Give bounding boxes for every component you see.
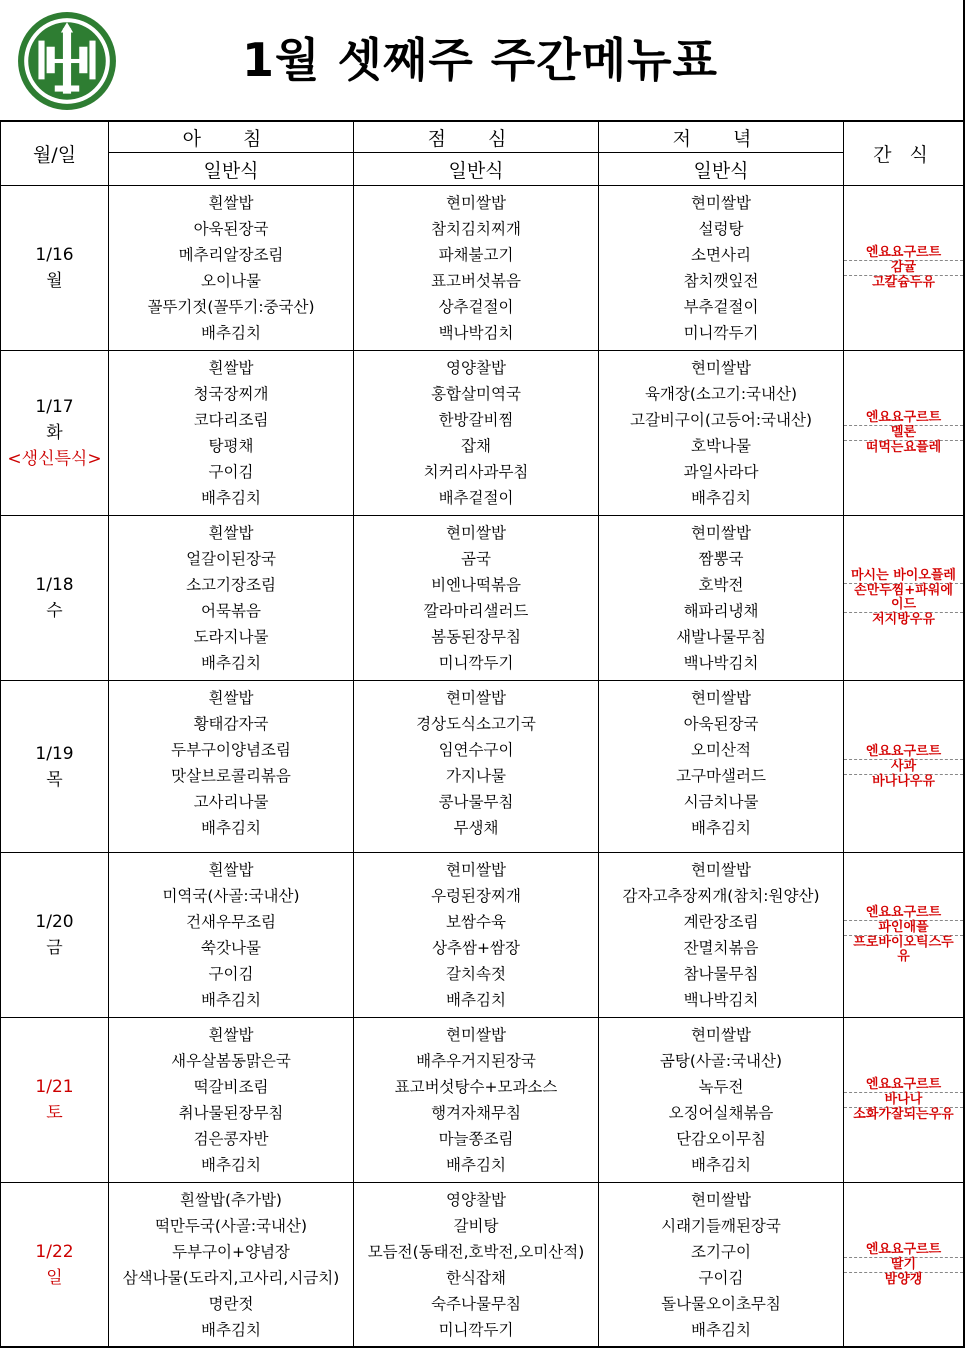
dinner-cell bbox=[599, 516, 844, 681]
dinner-cell bbox=[599, 853, 844, 1018]
menu-item: 배추김치 bbox=[201, 819, 261, 837]
snack-cell bbox=[844, 681, 964, 853]
day-cell bbox=[1, 681, 109, 853]
menu-item: 건새우무조림 bbox=[186, 913, 276, 931]
snack-item: 떠먹는요플레 bbox=[865, 440, 942, 455]
menu-item: 현미쌀밥 bbox=[691, 1026, 751, 1044]
menu-item: 영양찰밥 bbox=[446, 1191, 506, 1209]
menu-item: 흰쌀밥 bbox=[208, 1026, 254, 1044]
menu-item: 얼갈이된장국 bbox=[186, 550, 276, 568]
menu-item: 현미쌀밥 bbox=[691, 524, 751, 542]
menu-item: 백나박김치 bbox=[683, 654, 759, 672]
dinner-cell bbox=[599, 351, 844, 516]
menu-item: 배추김치 bbox=[691, 1321, 751, 1339]
day-weekday: 금 bbox=[46, 938, 63, 958]
snack-item: 엔요요구르트 bbox=[844, 246, 963, 261]
menu-item: 미니깍두기 bbox=[683, 324, 759, 342]
snack-item: 바나나 bbox=[844, 1093, 963, 1108]
menu-item: 현미쌀밥 bbox=[691, 359, 751, 377]
menu-item: 과일사라다 bbox=[683, 463, 759, 481]
day-cell bbox=[1, 1183, 109, 1348]
dinner-cell bbox=[599, 681, 844, 853]
menu-item: 계란장조림 bbox=[683, 913, 759, 931]
menu-item: 해파리냉채 bbox=[683, 602, 759, 620]
menu-item: 곰탕(사골:국내산) bbox=[659, 1052, 783, 1070]
menu-item: 미니깍두기 bbox=[438, 1321, 514, 1339]
menu-item: 배추김치 bbox=[691, 1156, 751, 1174]
lunch-cell bbox=[354, 1018, 599, 1183]
menu-item: 흰쌀밥 bbox=[208, 861, 254, 879]
menu-item: 시금치나물 bbox=[683, 793, 759, 811]
menu-item: 배추김치 bbox=[201, 324, 261, 342]
menu-item: 구이김 bbox=[208, 463, 254, 481]
menu-item: 배추김치 bbox=[691, 819, 751, 837]
snack-item: 손만두찜+파워에이드 bbox=[844, 584, 963, 613]
day-cell bbox=[1, 1018, 109, 1183]
menu-item: 짬뽕국 bbox=[698, 550, 744, 568]
menu-item: 명란젓 bbox=[208, 1295, 254, 1313]
day-date: 1/19 bbox=[35, 743, 74, 764]
menu-item: 봄동된장무침 bbox=[431, 628, 521, 646]
breakfast-cell bbox=[109, 1018, 354, 1183]
menu-item: 배추김치 bbox=[201, 489, 261, 507]
lunch-cell bbox=[354, 1183, 599, 1348]
snack-item: 사과 bbox=[844, 760, 963, 775]
snack-item: 파인애플 bbox=[844, 921, 963, 936]
weekly-menu-table bbox=[0, 120, 964, 1348]
menu-item: 현미쌀밥 bbox=[446, 194, 506, 212]
breakfast-cell bbox=[109, 681, 354, 853]
lunch-cell bbox=[354, 351, 599, 516]
breakfast-cell bbox=[109, 186, 354, 351]
dinner-cell bbox=[599, 1183, 844, 1348]
menu-item: 취나물된장무침 bbox=[178, 1104, 284, 1122]
snack-item: 멜론 bbox=[844, 426, 963, 441]
menu-item: 오미산적 bbox=[691, 741, 751, 759]
menu-item: 비엔나떡볶음 bbox=[431, 576, 521, 594]
menu-item: 마늘쫑조림 bbox=[438, 1130, 514, 1148]
menu-item: 시래기들깨된장국 bbox=[661, 1217, 781, 1235]
menu-item: 아욱된장국 bbox=[683, 715, 759, 733]
snack-cell bbox=[844, 516, 964, 681]
snack-item: 고칼슘두유 bbox=[872, 275, 935, 290]
day-weekday: 월 bbox=[46, 271, 63, 291]
menu-item: 보쌈수육 bbox=[446, 913, 506, 931]
menu-item: 검은콩자반 bbox=[193, 1130, 269, 1148]
menu-item: 코다리조림 bbox=[193, 411, 269, 429]
menu-item: 무생채 bbox=[453, 819, 499, 837]
page-title: 1월 셋째주 주간메뉴표 bbox=[242, 33, 718, 87]
menu-item: 구이김 bbox=[698, 1269, 744, 1287]
menu-item: 녹두전 bbox=[698, 1078, 744, 1096]
menu-item: 설렁탕 bbox=[698, 220, 744, 238]
menu-item: 쑥갓나물 bbox=[201, 939, 261, 957]
day-row bbox=[1, 186, 964, 351]
day-row bbox=[1, 681, 964, 853]
menu-item: 단감오이무침 bbox=[676, 1130, 766, 1148]
lunch-cell bbox=[354, 186, 599, 351]
menu-item: 맛살브로콜리볶음 bbox=[171, 767, 291, 785]
day-weekday: 토 bbox=[46, 1103, 63, 1123]
day-date: 1/18 bbox=[35, 575, 74, 595]
header-date: 월/일 bbox=[1, 121, 109, 186]
menu-item: 떡만두국(사골:국내산) bbox=[154, 1217, 308, 1235]
snack-cell bbox=[844, 351, 964, 516]
menu-item: 우렁된장찌개 bbox=[431, 887, 521, 905]
menu-item: 감자고추장찌개(참치:원양산) bbox=[622, 887, 820, 905]
menu-item: 홍합살미역국 bbox=[431, 385, 521, 403]
snack-cell bbox=[844, 1183, 964, 1348]
snack-item: 엔요요구르트 bbox=[844, 411, 963, 426]
header-snack: 간 식 bbox=[844, 121, 964, 186]
menu-item: 호박나물 bbox=[691, 437, 751, 455]
snack-item: 바나나우유 bbox=[872, 773, 935, 789]
day-date: 1/20 bbox=[35, 912, 74, 932]
menu-item: 배추김치 bbox=[201, 1321, 261, 1339]
menu-item: 갈치속젓 bbox=[446, 965, 506, 983]
day-weekday: 목 bbox=[46, 769, 63, 790]
menu-item: 콩나물무침 bbox=[438, 793, 514, 811]
menu-item: 두부구이양념조림 bbox=[171, 741, 291, 759]
day-weekday: 화 bbox=[46, 423, 63, 443]
menu-item: 가지나물 bbox=[446, 767, 506, 785]
menu-item: 현미쌀밥 bbox=[691, 689, 751, 707]
header-breakfast-general: 일반식 bbox=[109, 153, 354, 186]
menu-item: 탕평채 bbox=[208, 437, 254, 455]
menu-item: 소고기장조림 bbox=[186, 576, 276, 594]
menu-item: 갈비탕 bbox=[453, 1217, 499, 1235]
menu-item: 표고버섯탕수+모과소스 bbox=[394, 1078, 558, 1096]
menu-item: 한방갈비찜 bbox=[438, 411, 514, 429]
menu-item: 새발나물무침 bbox=[676, 628, 766, 646]
menu-item: 오징어실채볶음 bbox=[668, 1104, 774, 1122]
menu-item: 고사리나물 bbox=[193, 793, 269, 811]
menu-item: 잔멸치볶음 bbox=[683, 939, 759, 957]
menu-item: 한식잡채 bbox=[446, 1269, 506, 1287]
day-date: 1/22 bbox=[35, 1242, 74, 1262]
menu-item: 배추김치 bbox=[201, 654, 261, 672]
menu-item: 미역국(사골:국내산) bbox=[162, 887, 300, 905]
day-row bbox=[1, 853, 964, 1018]
breakfast-cell bbox=[109, 351, 354, 516]
menu-item: 황태감자국 bbox=[193, 715, 269, 733]
menu-item: 영양찰밥 bbox=[446, 359, 506, 377]
menu-item: 현미쌀밥 bbox=[446, 689, 506, 707]
menu-item: 현미쌀밥 bbox=[446, 1026, 506, 1044]
menu-item: 배추김치 bbox=[691, 489, 751, 507]
menu-item: 꼴뚜기젓(꼴뚜기:중국산) bbox=[147, 298, 315, 316]
day-row bbox=[1, 1183, 964, 1348]
menu-item: 참나물무침 bbox=[683, 965, 759, 983]
menu-item: 흰쌀밥 bbox=[208, 194, 254, 212]
menu-item: 경상도식소고기국 bbox=[416, 715, 536, 733]
menu-item: 흰쌀밥(추가밥) bbox=[180, 1191, 282, 1209]
snack-item: 마시는 바이오플레 bbox=[844, 569, 963, 584]
menu-item: 백나박김치 bbox=[683, 991, 759, 1009]
snack-cell bbox=[844, 853, 964, 1018]
header-dinner-general: 일반식 bbox=[599, 153, 844, 186]
menu-item: 파채불고기 bbox=[438, 246, 514, 264]
snack-cell bbox=[844, 1018, 964, 1183]
menu-item: 현미쌀밥 bbox=[691, 861, 751, 879]
snack-item: 엔요요구르트 bbox=[844, 1243, 963, 1258]
day-weekday: 일 bbox=[46, 1268, 63, 1288]
menu-item: 새우살봄동맑은국 bbox=[171, 1052, 291, 1070]
menu-item: 떡갈비조림 bbox=[193, 1078, 269, 1096]
dinner-cell bbox=[599, 1018, 844, 1183]
menu-item: 메추리알장조림 bbox=[178, 246, 284, 264]
menu-item: 모듬전(동태전,호박전,오미산적) bbox=[367, 1243, 585, 1261]
menu-item: 참치김치찌개 bbox=[431, 220, 521, 238]
menu-item: 소면사리 bbox=[691, 246, 751, 264]
menu-item: 배추우거지된장국 bbox=[416, 1052, 536, 1070]
header-lunch: 점 심 bbox=[354, 121, 599, 153]
menu-item: 도라지나물 bbox=[193, 628, 269, 646]
menu-item: 곰국 bbox=[461, 550, 491, 568]
header-breakfast: 아 침 bbox=[109, 121, 354, 153]
menu-item: 상추쌈+쌈장 bbox=[432, 939, 520, 957]
breakfast-cell bbox=[109, 853, 354, 1018]
day-cell bbox=[1, 186, 109, 351]
day-note: <생신특식> bbox=[7, 449, 102, 469]
menu-item: 현미쌀밥 bbox=[691, 1191, 751, 1209]
snack-item: 감귤 bbox=[844, 261, 963, 276]
menu-item: 삼색나물(도라지,고사리,시금치) bbox=[122, 1269, 340, 1287]
menu-item: 현미쌀밥 bbox=[446, 524, 506, 542]
menu-item: 흰쌀밥 bbox=[208, 524, 254, 542]
menu-item: 배추김치 bbox=[446, 1156, 506, 1174]
menu-item: 고갈비구이(고등어:국내산) bbox=[629, 411, 813, 429]
menu-item: 배추김치 bbox=[446, 991, 506, 1009]
day-row bbox=[1, 516, 964, 681]
menu-item: 현미쌀밥 bbox=[691, 194, 751, 212]
day-cell bbox=[1, 853, 109, 1018]
lunch-cell bbox=[354, 681, 599, 853]
menu-item: 오이나물 bbox=[201, 272, 261, 290]
menu-item: 돌나물오이초무침 bbox=[661, 1295, 781, 1313]
menu-item: 아욱된장국 bbox=[193, 220, 269, 238]
breakfast-cell bbox=[109, 516, 354, 681]
menu-item: 흰쌀밥 bbox=[208, 689, 254, 707]
menu-item: 상추겉절이 bbox=[438, 298, 514, 316]
menu-item: 표고버섯볶음 bbox=[431, 272, 521, 290]
menu-item: 배추김치 bbox=[201, 991, 261, 1009]
menu-item: 잡채 bbox=[461, 437, 491, 455]
header-dinner: 저 녁 bbox=[599, 121, 844, 153]
day-cell bbox=[1, 351, 109, 516]
menu-item: 숙주나물무침 bbox=[431, 1295, 521, 1313]
snack-item: 엔요요구르트 bbox=[844, 745, 963, 760]
menu-item: 어묵볶음 bbox=[201, 602, 261, 620]
menu-item: 치커리사과무침 bbox=[423, 463, 529, 481]
menu-item: 청국장찌개 bbox=[193, 385, 269, 403]
menu-item: 미니깍두기 bbox=[438, 654, 514, 672]
lunch-cell bbox=[354, 516, 599, 681]
snack-item: 소화가잘되는우유 bbox=[853, 1107, 954, 1122]
menu-item: 현미쌀밥 bbox=[446, 861, 506, 879]
breakfast-cell bbox=[109, 1183, 354, 1348]
institution-seal-icon bbox=[16, 10, 118, 112]
menu-item: 백나박김치 bbox=[438, 324, 514, 342]
day-date: 1/21 bbox=[35, 1077, 74, 1097]
snack-item: 엔요요구르트 bbox=[844, 1078, 963, 1093]
day-row bbox=[1, 1018, 964, 1183]
menu-item: 부추겉절이 bbox=[683, 298, 759, 316]
menu-item: 행겨자채무침 bbox=[431, 1104, 521, 1122]
snack-item: 프로바이오틱스두유 bbox=[853, 935, 954, 964]
snack-item: 엔요요구르트 bbox=[844, 906, 963, 921]
menu-item: 호박전 bbox=[698, 576, 744, 594]
menu-item: 조기구이 bbox=[691, 1243, 751, 1261]
snack-item: 저지방우유 bbox=[872, 612, 935, 627]
day-date: 1/17 bbox=[35, 397, 74, 417]
menu-item: 깔라마리샐러드 bbox=[423, 602, 529, 620]
menu-item: 고구마샐러드 bbox=[676, 767, 766, 785]
snack-item: 밤양갱 bbox=[884, 1272, 923, 1287]
menu-item: 참치깻잎전 bbox=[683, 272, 759, 290]
lunch-cell bbox=[354, 853, 599, 1018]
menu-item: 배추김치 bbox=[201, 1156, 261, 1174]
menu-item: 구이김 bbox=[208, 965, 254, 983]
header bbox=[0, 0, 963, 120]
day-cell bbox=[1, 516, 109, 681]
dinner-cell bbox=[599, 186, 844, 351]
menu-item: 배추겉절이 bbox=[438, 489, 514, 507]
menu-item: 육개장(소고기:국내산) bbox=[644, 385, 798, 403]
day-row bbox=[1, 351, 964, 516]
day-date: 1/16 bbox=[35, 245, 74, 265]
day-weekday: 수 bbox=[46, 601, 63, 621]
menu-item: 흰쌀밥 bbox=[208, 359, 254, 377]
snack-cell bbox=[844, 186, 964, 351]
menu-item: 두부구이+양념장 bbox=[172, 1243, 290, 1261]
snack-item: 딸기 bbox=[844, 1258, 963, 1273]
header-lunch-general: 일반식 bbox=[354, 153, 599, 186]
menu-item: 임연수구이 bbox=[438, 741, 514, 759]
